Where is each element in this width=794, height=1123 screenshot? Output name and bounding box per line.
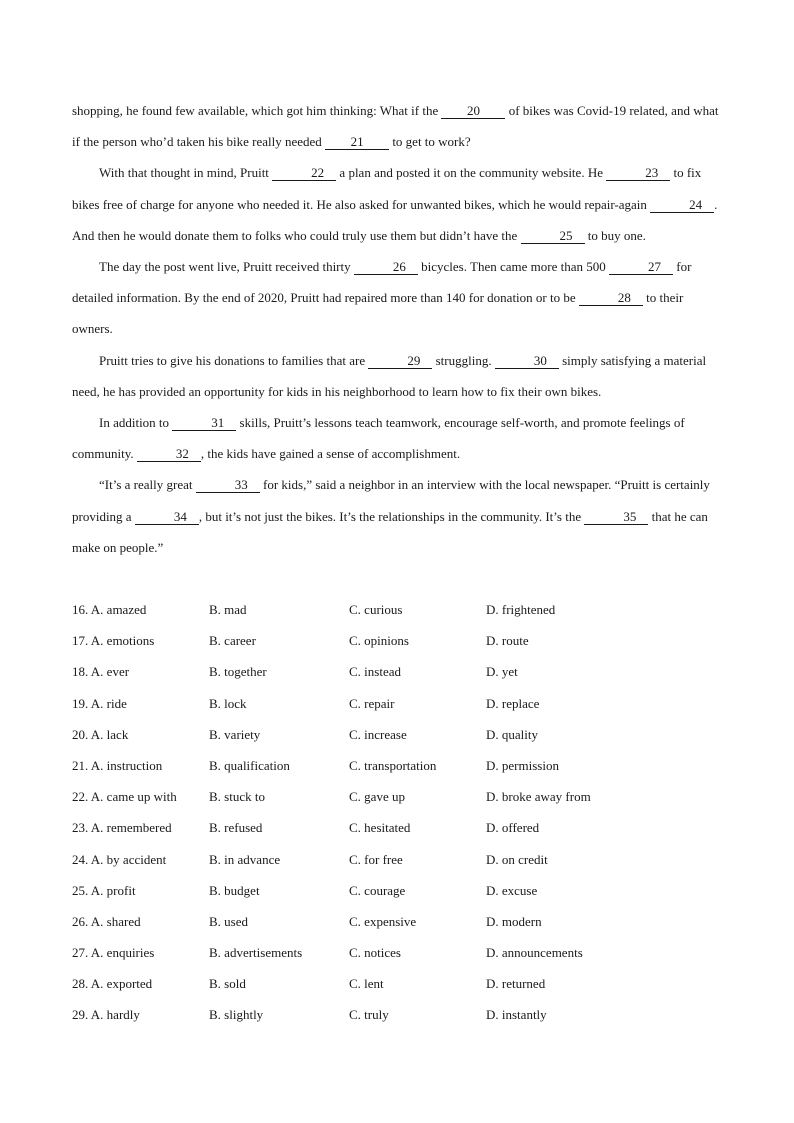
- option-a: 24. A. by accident: [72, 851, 167, 867]
- option-d: D. quality: [486, 726, 538, 742]
- option-row: [72, 688, 724, 719]
- option-c: C. expensive: [349, 913, 417, 929]
- option-row: [72, 594, 724, 625]
- option-b: B. refused: [209, 820, 263, 836]
- option-d: D. broke away from: [486, 789, 591, 805]
- option-row: [72, 656, 724, 687]
- blank-33: 33: [196, 478, 260, 493]
- blank-27: 27: [609, 260, 673, 275]
- text: , but it’s not just the bikes. It’s the relationships in the community. It’s the: [198, 508, 585, 524]
- option-a: 21. A. instruction: [72, 757, 163, 773]
- option-d: D. yet: [486, 664, 518, 680]
- blank-28: 28: [579, 291, 643, 306]
- option-b: B. budget: [209, 882, 260, 898]
- option-row: [72, 812, 724, 843]
- option-row: [72, 625, 724, 656]
- text: . And then he would donate them to folks who could truly use them but didn’t have the: [72, 196, 718, 243]
- blank-21: 21: [325, 135, 389, 150]
- option-d: D. frightened: [486, 602, 556, 617]
- option-d: D. instantly: [486, 1007, 547, 1023]
- option-b: B. mad: [209, 602, 247, 617]
- text: to get to work?: [389, 134, 471, 150]
- option-row: [72, 781, 724, 812]
- paragraph-6: [72, 469, 724, 563]
- option-c: C. for free: [349, 851, 403, 867]
- option-b: B. sold: [209, 976, 246, 992]
- option-c: C. notices: [349, 945, 401, 961]
- option-b: B. stuck to: [209, 789, 265, 805]
- text: to fix bikes free of charge for anyone who needed it. He also asked for unwanted bikes, which he would repair-again: [72, 165, 702, 212]
- text: for detailed information. By the end of 2020, Pruitt had repaired more than 140 for donation or to be: [72, 259, 692, 306]
- option-d: D. permission: [486, 757, 559, 773]
- option-c: C. courage: [349, 882, 406, 898]
- option-c: C. instead: [349, 664, 401, 680]
- text: shopping, he found few available, which got him thinking: What if the: [72, 103, 442, 118]
- text: a plan and posted it on the community website. He: [336, 165, 607, 181]
- option-row: [72, 937, 724, 968]
- paragraph-1: [72, 95, 724, 157]
- paragraph-3: [72, 251, 724, 345]
- text: simply satisfying a material need, he has provided an opportunity for kids in his neighborhood to learn how to fix their own bikes.: [72, 352, 707, 399]
- option-c: C. increase: [349, 726, 407, 742]
- option-d: D. replace: [486, 695, 540, 711]
- option-row: [72, 968, 724, 999]
- text: of bikes was Covid-19 related, and what if the person who’d taken his bike really needed: [72, 103, 719, 150]
- option-a: 29. A. hardly: [72, 1007, 140, 1023]
- blank-30: 30: [495, 354, 559, 369]
- option-b: B. together: [209, 664, 267, 680]
- option-a: 22. A. came up with: [72, 789, 177, 805]
- text: for kids,” said a neighbor in an interview with the local newspaper. “Pruitt is certainly providing a: [72, 477, 710, 524]
- option-c: C. hesitated: [349, 820, 411, 836]
- text: With that thought in mind, Pruitt: [99, 165, 273, 181]
- text: , the kids have gained a sense of accomplishment.: [200, 446, 461, 462]
- option-c: C. curious: [349, 602, 403, 617]
- blank-25: 25: [521, 229, 585, 244]
- option-row: [72, 750, 724, 781]
- blank-22: 22: [272, 166, 336, 181]
- option-a: 28. A. exported: [72, 976, 153, 992]
- text: to buy one.: [584, 227, 646, 243]
- option-row: [72, 906, 724, 937]
- option-a: 18. A. ever: [72, 664, 130, 680]
- text: The day the post went live, Pruitt received thirty: [99, 259, 354, 275]
- option-b: B. advertisements: [209, 945, 303, 961]
- option-d: D. announcements: [486, 945, 583, 961]
- paragraph-2: [72, 157, 724, 251]
- option-a: 27. A. enquiries: [72, 945, 155, 961]
- blank-24: 24: [650, 198, 714, 213]
- blank-26: 26: [354, 260, 418, 275]
- blank-31: 31: [172, 416, 236, 431]
- option-a: 20. A. lack: [72, 726, 129, 742]
- blank-20: 20: [441, 104, 505, 119]
- option-c: C. opinions: [349, 633, 409, 649]
- options-list: [72, 594, 724, 1031]
- option-b: B. variety: [209, 726, 261, 742]
- option-c: C. transportation: [349, 757, 437, 773]
- option-a: 17. A. emotions: [72, 633, 155, 649]
- option-d: D. offered: [486, 820, 540, 836]
- option-a: 25. A. profit: [72, 882, 136, 898]
- passage: [72, 95, 724, 563]
- option-b: B. in advance: [209, 851, 281, 867]
- text: skills, Pruitt’s lessons teach teamwork, encourage self-worth, and promote feelings of community.: [72, 415, 685, 462]
- option-row: [72, 719, 724, 750]
- text: that he can make on people.”: [72, 508, 708, 555]
- blank-35: 35: [584, 510, 648, 525]
- option-a: 26. A. shared: [72, 913, 141, 929]
- text: to their owners.: [72, 290, 684, 337]
- option-d: D. route: [486, 633, 529, 649]
- blank-29: 29: [368, 354, 432, 369]
- option-b: B. qualification: [209, 757, 290, 773]
- option-c: C. truly: [349, 1007, 389, 1023]
- option-a: 16. A. amazed: [72, 602, 147, 617]
- option-b: B. used: [209, 913, 248, 929]
- text: Pruitt tries to give his donations to families that are: [99, 352, 369, 368]
- option-c: C. gave up: [349, 789, 405, 805]
- option-b: B. lock: [209, 695, 247, 711]
- text: In addition to: [99, 415, 173, 431]
- option-a: 23. A. remembered: [72, 820, 172, 836]
- option-d: D. excuse: [486, 882, 538, 898]
- option-a: 19. A. ride: [72, 695, 127, 711]
- option-c: C. repair: [349, 695, 395, 711]
- text: bicycles. Then came more than 500: [417, 259, 609, 275]
- option-d: D. returned: [486, 976, 546, 992]
- text: “It’s a really great: [99, 477, 196, 493]
- option-d: D. modern: [486, 913, 542, 929]
- option-row: [72, 999, 724, 1030]
- option-c: C. lent: [349, 976, 384, 992]
- blank-32: 32: [137, 447, 201, 462]
- blank-23: 23: [606, 166, 670, 181]
- option-row: [72, 844, 724, 875]
- option-row: [72, 875, 724, 906]
- blank-34: 34: [135, 510, 199, 525]
- text: struggling.: [432, 352, 495, 368]
- option-d: D. on credit: [486, 851, 548, 867]
- paragraph-5: [72, 407, 724, 469]
- option-b: B. career: [209, 633, 256, 649]
- paragraph-4: [72, 345, 724, 407]
- option-b: B. slightly: [209, 1007, 264, 1023]
